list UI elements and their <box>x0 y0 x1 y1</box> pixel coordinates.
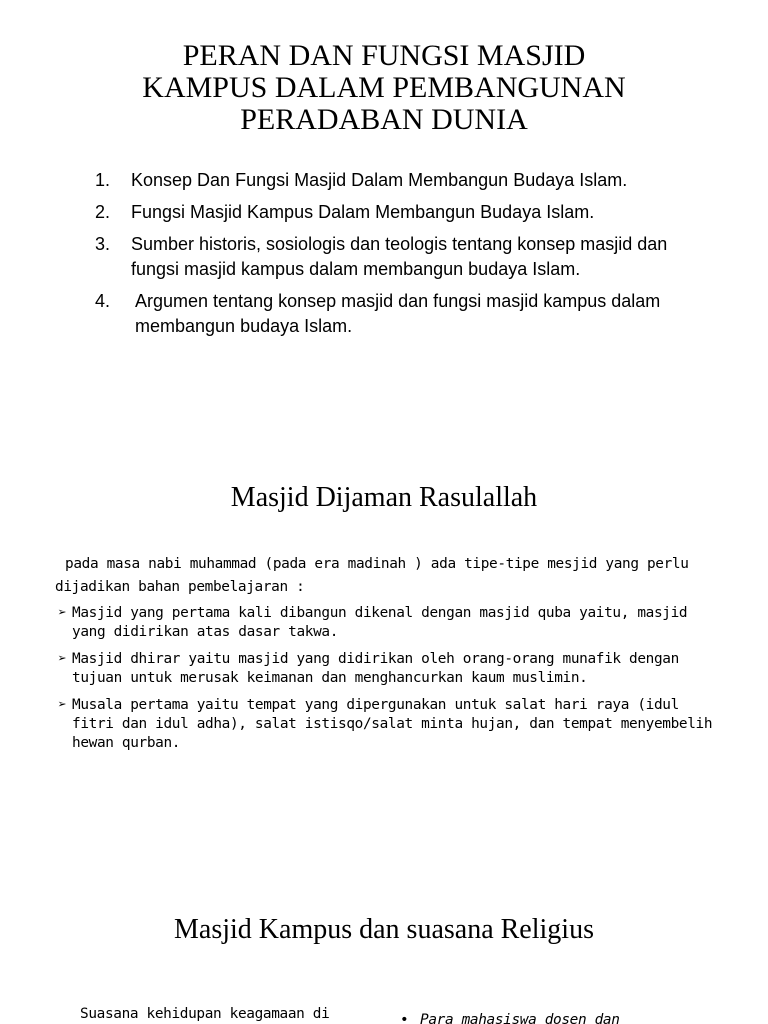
title-line: PERADABAN DUNIA <box>240 103 528 136</box>
list-item <box>95 200 675 225</box>
intro-line: dijadikan bahan pembelajaran : <box>55 579 305 595</box>
list-item <box>58 696 718 753</box>
list-number: 2. <box>95 202 111 222</box>
list-item <box>95 168 675 193</box>
paragraph-right <box>400 1010 740 1024</box>
list-item-text: Musala pertama yaitu tempat yang dipergunakan untuk salat hari raya (idul fitri dan idul adha), salat istisqo/salat minta hujan, dan tempat menyembelih hewan qurban. <box>72 697 713 751</box>
arrow-bullet-icon: ➢ <box>58 697 67 713</box>
arrow-bullet-icon: ➢ <box>58 605 67 621</box>
page-title <box>0 40 768 136</box>
section-intro <box>55 553 735 599</box>
list-item <box>95 289 675 339</box>
list-item-text: Konsep Dan Fungsi Masjid Dalam Membangun Budaya Islam. <box>131 170 628 190</box>
intro-line: pada masa nabi muhammad (pada era madinah ) ada tipe-tipe mesjid yang perlu <box>65 556 689 572</box>
title-line: KAMPUS DALAM PEMBANGUNAN <box>142 71 626 104</box>
list-item-text: Fungsi Masjid Kampus Dalam Membangun Budaya Islam. <box>131 202 595 222</box>
masjid-type-list <box>58 604 718 761</box>
list-item <box>58 604 718 642</box>
topic-list <box>95 168 675 346</box>
list-item-text: Argumen tentang konsep masjid dan fungsi masjid kampus dalam membangun budaya Islam. <box>135 291 661 336</box>
title-line: PERAN DAN FUNGSI MASJID <box>182 39 586 72</box>
list-item <box>58 650 718 688</box>
list-item-text: Sumber historis, sosiologis dan teologis tentang konsep masjid dan fungsi masjid kampus dalam membangun budaya Islam. <box>131 234 668 279</box>
list-number: 1. <box>95 170 111 190</box>
section-title-masjid-rasulallah: Masjid Dijaman Rasulallah <box>230 482 538 513</box>
arrow-bullet-icon: ➢ <box>58 651 67 667</box>
paragraph-left: Suasana kehidupan keagamaan di <box>80 1006 330 1022</box>
paragraph-right-text: Para mahasiswa dosen dan <box>420 1012 620 1024</box>
list-number: 3. <box>95 234 111 254</box>
list-number: 4. <box>95 291 111 311</box>
list-item-text: Masjid yang pertama kali dibangun dikenal dengan masjid quba yaitu, masjid yang didirikan atas dasar takwa. <box>72 605 688 640</box>
list-item-text: Masjid dhirar yaitu masjid yang didirikan oleh orang-orang munafik dengan tujuan untuk merusak keimanan dan menghancurkan kaum muslimin. <box>72 651 679 686</box>
list-item <box>95 232 675 282</box>
bullet-icon: • <box>400 1012 409 1024</box>
section-title-masjid-kampus: Masjid Kampus dan suasana Religius <box>174 914 594 945</box>
